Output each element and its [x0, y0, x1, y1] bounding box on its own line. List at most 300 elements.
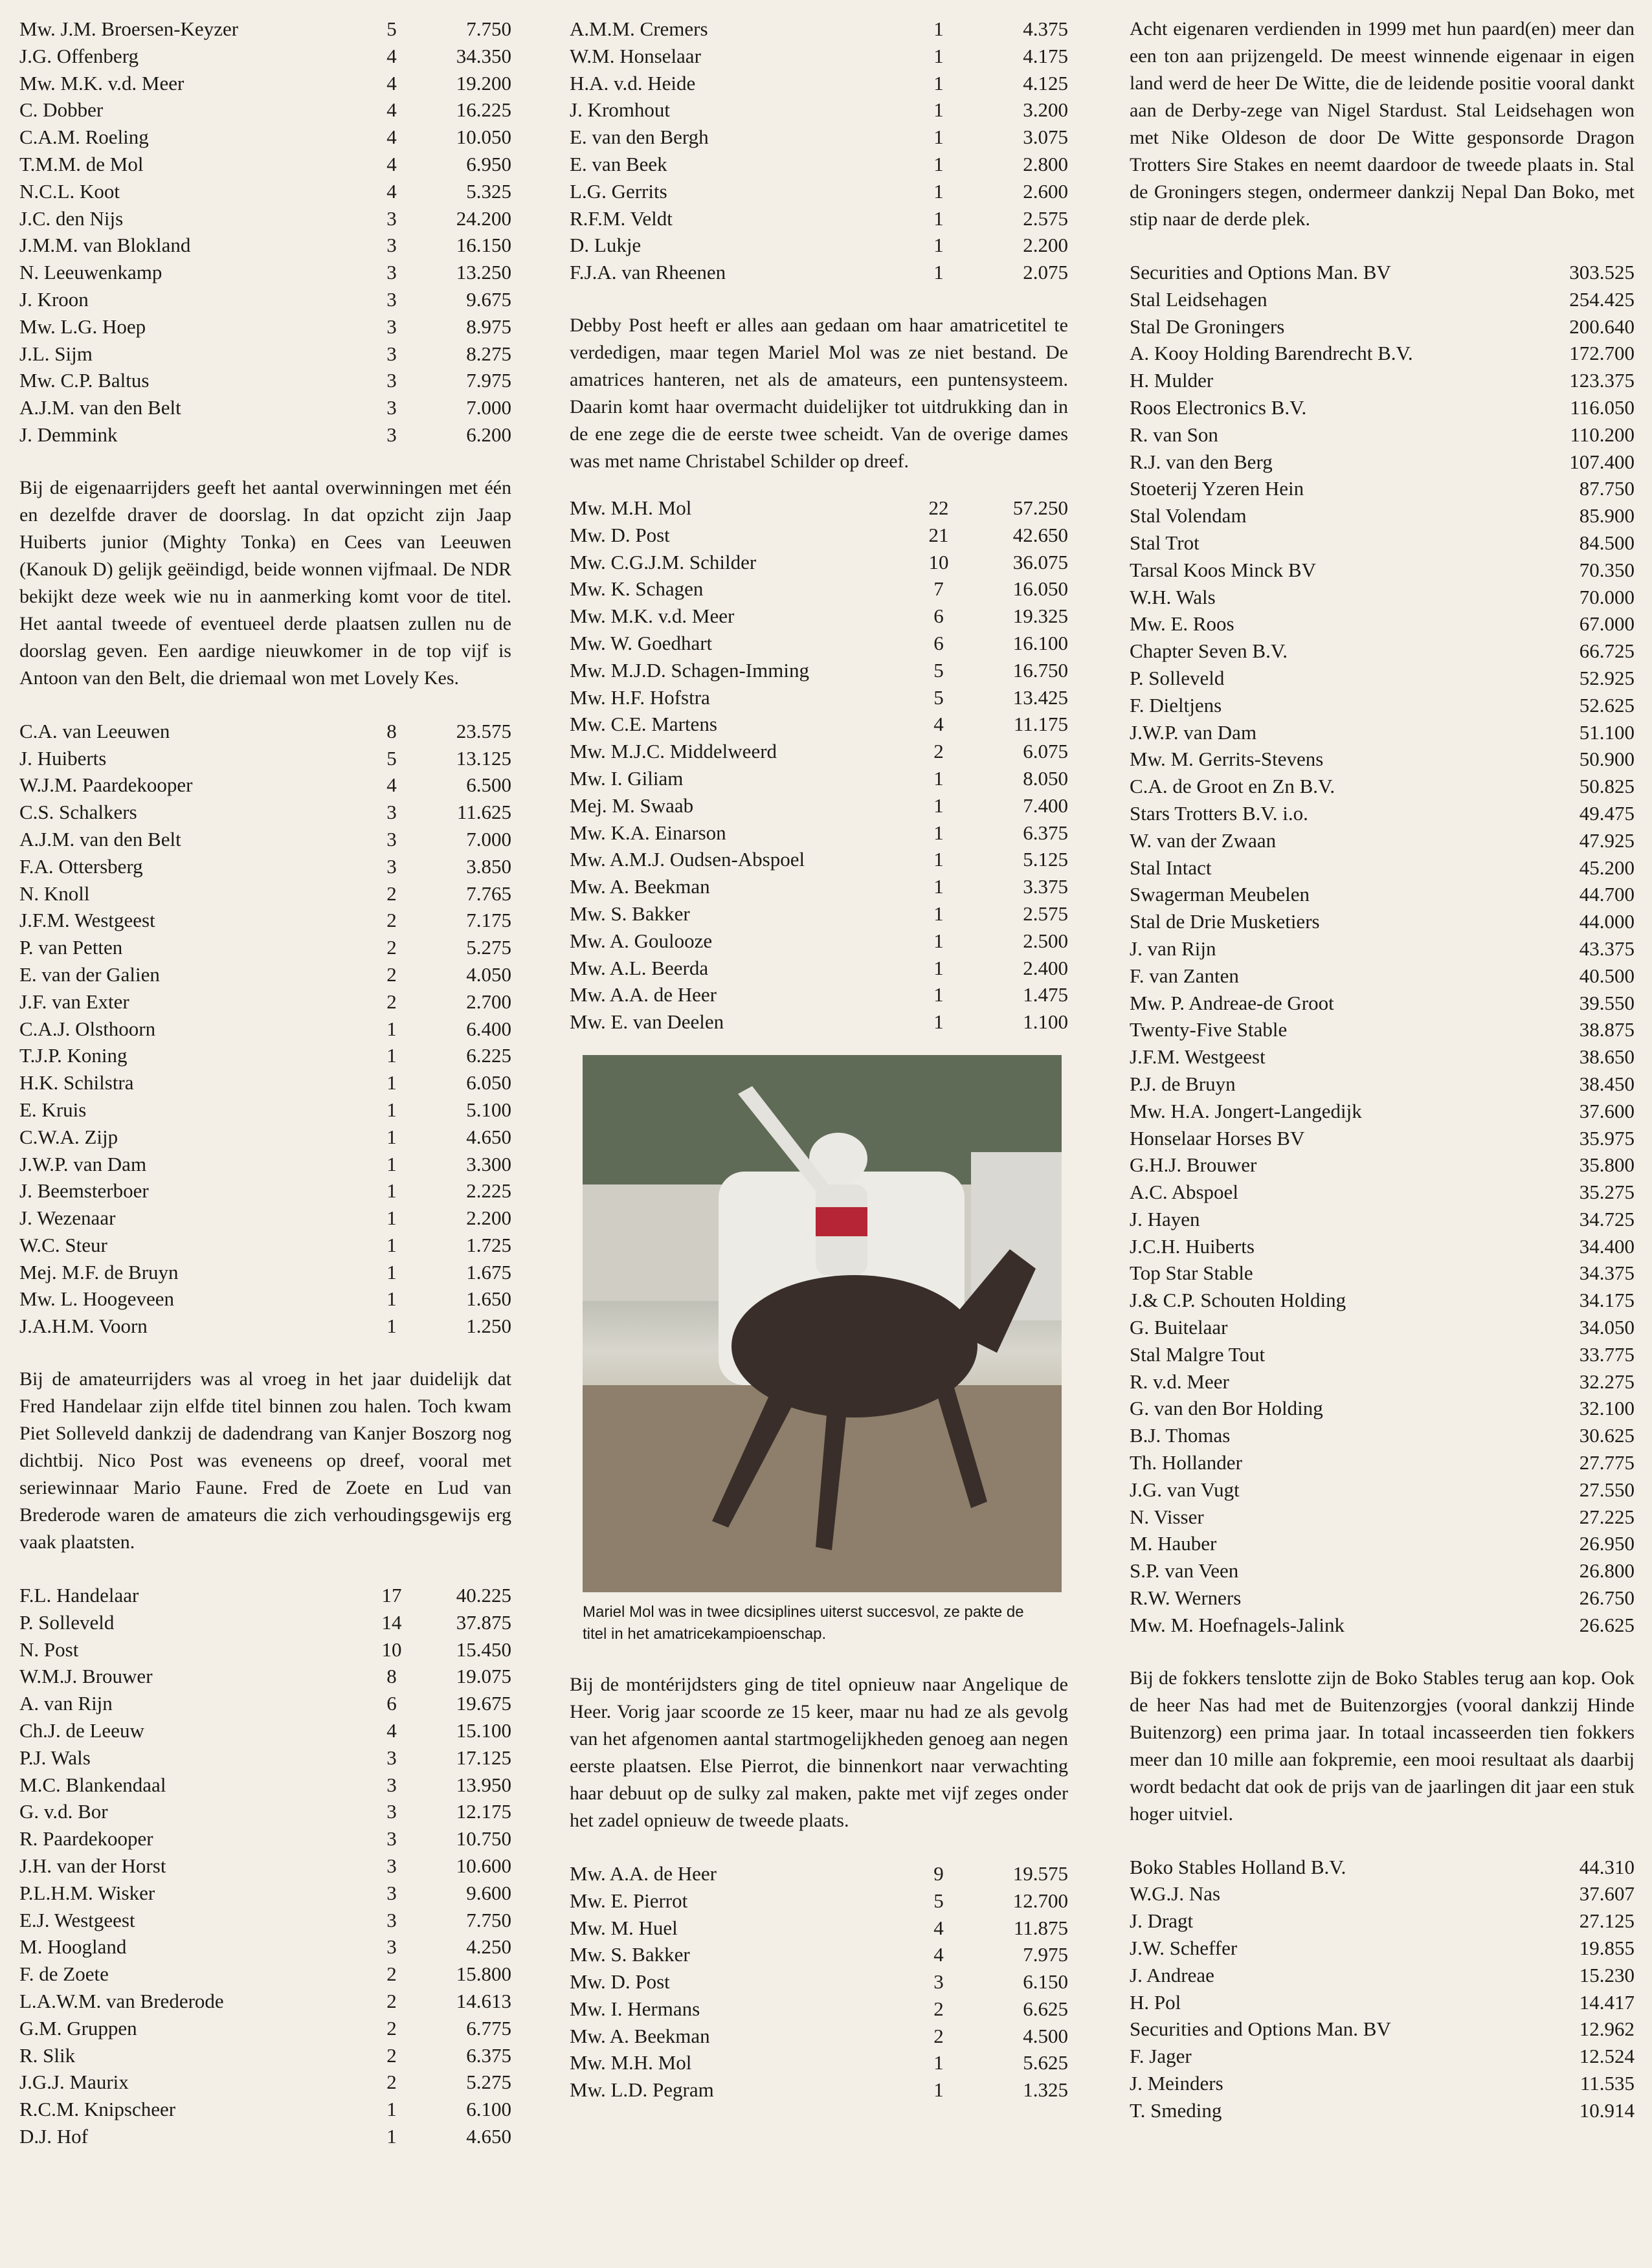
- earnings: 6.950: [466, 152, 511, 175]
- earnings: 26.950: [1579, 1532, 1635, 1555]
- entrant-name: Stal Malgre Tout: [1130, 1342, 1266, 1366]
- ranking-table-amateur-riders: [19, 1582, 511, 2150]
- ranking-table-owner-riders: [19, 718, 511, 1340]
- table-row: [19, 1016, 511, 1043]
- entrant-name: Mw. A. Beekman: [570, 875, 710, 898]
- wins: 1: [933, 17, 944, 40]
- entrant-name: H.A. v.d. Heide: [570, 71, 696, 94]
- entrant-name: Mw. M. Huel: [570, 1916, 678, 1939]
- earnings: 6.625: [1023, 1997, 1068, 2020]
- entrant-name: F. de Zoete: [19, 1962, 109, 1986]
- column-right: [1130, 16, 1635, 2124]
- earnings: 15.800: [456, 1962, 511, 1986]
- table-row: [1130, 1854, 1635, 1881]
- wins: 1: [933, 44, 944, 67]
- earnings: 9.675: [466, 287, 511, 311]
- wins: 6: [386, 1692, 397, 1715]
- entrant-name: Top Star Stable: [1130, 1262, 1253, 1285]
- earnings: 33.775: [1579, 1342, 1635, 1366]
- earnings: 15.450: [456, 1638, 511, 1661]
- wins: 1: [933, 766, 944, 790]
- wins: 3: [386, 1908, 397, 1931]
- table-row: [1130, 475, 1635, 502]
- earnings: 32.275: [1579, 1370, 1635, 1393]
- wins: 6: [933, 631, 944, 654]
- wins: 1: [386, 1206, 397, 1230]
- wins: 1: [933, 234, 944, 257]
- entrant-name: Th. Hollander: [1130, 1451, 1242, 1474]
- entrant-name: Mw. K. Schagen: [570, 577, 704, 601]
- entrant-name: J. Demmink: [19, 423, 118, 446]
- earnings: 49.475: [1579, 801, 1635, 825]
- earnings: 66.725: [1579, 639, 1635, 663]
- wins: 2: [386, 936, 397, 959]
- table-row: [19, 1124, 511, 1151]
- table-row: [570, 495, 1068, 522]
- table-row: [1130, 1206, 1635, 1233]
- paragraph-owners: Acht eigenaren verdienden in 1999 met hun paard(en) meer dan een ton aan prijzengeld. De meest winnende eigenaar in eigen land werd de heer De Witte, die de leidende positie vooral dankt aan de Derby-zege van Nigel Stardust. Stal Leidsehagen won met Nike Oldeson de door De Witte gesponsorde Dragon Trotters Sire Stakes en neemt daardoor de tweede plaats in. Stal de Groningers stegen, ondermeer dankzij Nepal Dan Boko, met stip naar de derde plek.: [1130, 18, 1635, 230]
- earnings: 5.125: [1023, 848, 1068, 871]
- table-row: [19, 96, 511, 124]
- entrant-name: H. Mulder: [1130, 369, 1214, 392]
- earnings: 38.650: [1579, 1045, 1635, 1069]
- earnings: 44.310: [1579, 1855, 1635, 1878]
- entrant-name: W.C. Steur: [19, 1233, 107, 1256]
- entrant-name: H. Pol: [1130, 1990, 1181, 2014]
- earnings: 2.400: [1023, 956, 1068, 979]
- earnings: 3.300: [466, 1152, 511, 1175]
- table-row: [19, 1232, 511, 1259]
- wins: 2: [386, 2071, 397, 2094]
- earnings: 1.675: [466, 1260, 511, 1284]
- wins: 1: [386, 1315, 397, 1338]
- wins: 3: [386, 1800, 397, 1823]
- table-row: [570, 846, 1068, 873]
- table-row: [570, 96, 1068, 124]
- wins: 3: [386, 854, 397, 878]
- entrant-name: C. Dobber: [19, 98, 104, 122]
- entrant-name: Stal Intact: [1130, 856, 1212, 879]
- paragraph-breeders: Bij de fokkers tenslotte zijn de Boko Stables terug aan kop. Ook de heer Nas had met de Buitenzorgjes (vooral dankzij Hinde Buitenzorg) een prima jaar. In totaal incasseerden tien fokkers meer dan 10 mille aan fokpremie, een mooi resultaat als daarbij wordt bedacht dat ook de prijs van de jaarlingen dit jaar een stuk hoger uitviel.: [1130, 1667, 1635, 1825]
- entrant-name: Mw. A.A. de Heer: [570, 1862, 717, 1885]
- earnings: 6.100: [466, 2098, 511, 2121]
- earnings: 19.575: [1012, 1862, 1068, 1885]
- wins: 2: [386, 2043, 397, 2067]
- table-row: [19, 232, 511, 259]
- table-row: [1130, 1314, 1635, 1341]
- earnings: 8.275: [466, 342, 511, 365]
- table-row: [1130, 935, 1635, 962]
- entrant-name: Mw. D. Post: [570, 523, 670, 546]
- earnings: 3.850: [466, 854, 511, 878]
- wins: 5: [386, 746, 397, 770]
- earnings: 2.575: [1023, 902, 1068, 925]
- wins: 2: [386, 1990, 397, 2013]
- race-photo: [583, 1055, 1062, 1592]
- wins: 10: [928, 550, 949, 573]
- table-row: [1130, 1368, 1635, 1395]
- table-row: [19, 853, 511, 880]
- table-row: [1130, 313, 1635, 340]
- entrant-name: T.M.M. de Mol: [19, 152, 144, 175]
- table-row: [570, 711, 1068, 738]
- earnings: 17.125: [456, 1746, 511, 1769]
- earnings: 254.425: [1569, 287, 1635, 311]
- earnings: 26.625: [1579, 1613, 1635, 1636]
- earnings: 16.100: [1012, 631, 1068, 654]
- entrant-name: E. Kruis: [19, 1098, 87, 1121]
- table-row: [1130, 854, 1635, 882]
- earnings: 6.225: [466, 1044, 511, 1067]
- table-row: [1130, 1449, 1635, 1476]
- earnings: 14.613: [456, 1990, 511, 2013]
- entrant-name: J.A.H.M. Voorn: [19, 1315, 148, 1338]
- wins: 3: [386, 206, 397, 230]
- earnings: 2.075: [1023, 261, 1068, 284]
- entrant-name: Mw. E. Roos: [1130, 612, 1234, 636]
- earnings: 4.050: [466, 962, 511, 986]
- table-row: [1130, 1125, 1635, 1152]
- earnings: 40.500: [1579, 964, 1635, 987]
- table-row: [1130, 746, 1635, 773]
- wins: 3: [386, 1935, 397, 1959]
- entrant-name: W.H. Wals: [1130, 585, 1216, 608]
- table-row: [19, 1582, 511, 1609]
- entrant-name: Mw. P. Andreae-de Groot: [1130, 991, 1334, 1014]
- table-row: [1130, 1612, 1635, 1639]
- entrant-name: Twenty-Five Stable: [1130, 1018, 1288, 1041]
- earnings: 2.800: [1023, 152, 1068, 175]
- entrant-name: Securities and Options Man. BV: [1130, 2018, 1391, 2041]
- entrant-name: J.C.H. Huiberts: [1130, 1234, 1255, 1258]
- table-row: [1130, 719, 1635, 746]
- photo-caption: Mariel Mol was in twee dicsiplines uiterst succesvol, ze pakte de titel in het amatricekampioenschap.: [583, 1603, 1024, 1643]
- entrant-name: A.J.M. van den Belt: [19, 396, 181, 419]
- entrant-name: J. van Rijn: [1130, 937, 1216, 960]
- entrant-name: C.A.M. Roeling: [19, 126, 149, 149]
- wins: 4: [386, 773, 397, 797]
- table-row: [1130, 1260, 1635, 1287]
- table-row: [570, 955, 1068, 982]
- wins: 3: [933, 1970, 944, 1994]
- earnings: 34.375: [1579, 1262, 1635, 1285]
- entrant-name: J. Kromhout: [570, 98, 670, 122]
- entrant-name: E.J. Westgeest: [19, 1908, 135, 1931]
- wins: 1: [386, 1044, 397, 1067]
- entrant-name: C.S. Schalkers: [19, 801, 137, 824]
- paragraph-monte-riders: Bij de montérijdsters ging de titel opnieuw naar Angelique de Heer. Vorig jaar scoorde ze 15 keer, maar nu had ze als gevolg van het afgenomen aantal startmogelijkheden genoeg aan negen eerste plaatsen. Else Pierrot, die binnenkort naar verwachting haar debuut op de sulky zal maken, pakte met vijf zeges onder het zadel opnieuw de tweede plaats.: [570, 1673, 1068, 1831]
- table-row: [19, 1690, 511, 1717]
- entrant-name: Mw. A.A. de Heer: [570, 983, 717, 1006]
- table-row: [1130, 990, 1635, 1017]
- entrant-name: J.W.P. van Dam: [1130, 720, 1257, 744]
- earnings: 57.250: [1012, 496, 1068, 519]
- entrant-name: Stal Volendam: [1130, 504, 1247, 528]
- earnings: 87.750: [1579, 477, 1635, 500]
- entrant-name: Swagerman Meubelen: [1130, 883, 1310, 906]
- earnings: 51.100: [1579, 720, 1635, 744]
- earnings: 3.200: [1023, 98, 1068, 122]
- table-row: [19, 1177, 511, 1205]
- earnings: 2.225: [466, 1179, 511, 1203]
- entrant-name: N. Leeuwenkamp: [19, 261, 162, 284]
- wins: 22: [928, 496, 949, 519]
- wins: 1: [386, 1152, 397, 1175]
- wins: 2: [386, 1962, 397, 1986]
- table-row: [570, 178, 1068, 205]
- earnings: 16.225: [456, 98, 511, 122]
- horse-and-rider-illustration: [583, 1055, 1062, 1592]
- table-row: [1130, 584, 1635, 611]
- entrant-name: J.M.M. van Blokland: [19, 234, 191, 257]
- entrant-name: Mw. M.H. Mol: [570, 496, 692, 519]
- earnings: 45.200: [1579, 856, 1635, 879]
- table-row: [19, 1961, 511, 1988]
- entrant-name: J.C. den Nijs: [19, 206, 124, 230]
- wins: 1: [933, 98, 944, 122]
- earnings: 8.050: [1023, 766, 1068, 790]
- wins: 3: [386, 287, 397, 311]
- earnings: 38.450: [1579, 1072, 1635, 1095]
- wins: 17: [381, 1584, 402, 1607]
- earnings: 6.500: [466, 773, 511, 797]
- wins: 3: [386, 423, 397, 446]
- entrant-name: G. Buitelaar: [1130, 1316, 1228, 1339]
- table-row: [19, 1933, 511, 1961]
- wins: 3: [386, 1881, 397, 1904]
- entrant-name: C.A. de Groot en Zn B.V.: [1130, 775, 1335, 798]
- entrant-name: Honselaar Horses BV: [1130, 1126, 1305, 1150]
- table-row: [1130, 394, 1635, 421]
- wins: 2: [386, 882, 397, 905]
- earnings: 42.650: [1012, 523, 1068, 546]
- table-row: [19, 988, 511, 1016]
- earnings: 37.600: [1579, 1099, 1635, 1122]
- entrant-name: A.J.M. van den Belt: [19, 827, 181, 850]
- earnings: 2.700: [466, 990, 511, 1013]
- table-row: [570, 1968, 1068, 1996]
- wins: 5: [386, 17, 397, 40]
- earnings: 16.750: [1012, 658, 1068, 682]
- entrant-name: G. van den Bor Holding: [1130, 1397, 1323, 1420]
- earnings: 5.275: [466, 936, 511, 959]
- entrant-name: Mw. A. Beekman: [570, 2024, 710, 2047]
- earnings: 10.050: [456, 126, 511, 149]
- earnings: 6.150: [1023, 1970, 1068, 1994]
- wins: 1: [933, 794, 944, 817]
- wins: 3: [386, 1773, 397, 1796]
- earnings: 16.150: [456, 234, 511, 257]
- entrant-name: Stal de Drie Musketiers: [1130, 910, 1320, 933]
- entrant-name: A.C. Abspoel: [1130, 1181, 1238, 1204]
- wins: 4: [386, 126, 397, 149]
- wins: 4: [933, 1943, 944, 1966]
- table-row: [1130, 773, 1635, 800]
- earnings: 43.375: [1579, 937, 1635, 960]
- entrant-name: R. Paardekooper: [19, 1827, 153, 1851]
- earnings: 27.775: [1579, 1451, 1635, 1474]
- entrant-name: S.P. van Veen: [1130, 1559, 1239, 1583]
- entrant-name: J.W.P. van Dam: [19, 1152, 147, 1175]
- wins: 4: [933, 713, 944, 736]
- table-row: [570, 2076, 1068, 2104]
- entrant-name: Mw. M.J.C. Middelweerd: [570, 740, 777, 763]
- entrant-name: Mw. C.E. Martens: [570, 713, 717, 736]
- earnings: 19.325: [1012, 605, 1068, 628]
- table-row: [19, 1663, 511, 1690]
- entrant-name: R.F.M. Veldt: [570, 206, 673, 230]
- earnings: 4.175: [1023, 44, 1068, 67]
- paragraph-owner-riders: Bij de eigenaarrijders geeft het aantal overwinningen met één en dezelfde draver de doorslag. In dat opzicht zijn Jaap Huiberts junior (Mighty Tonka) en Cees van Leeuwen (Kanouk D) gelijk geëindigd, beide wonnen vijfmaal. De NDR bekijkt deze week wie nu in aanmerking komt voor de titel. Het aantal tweede of eventueel derde plaatsen zullen nu de doorslag geven. Een aardige nieuwkomer in de top vijf is Antoon van den Belt, die driemaal won met Lovely Kes.: [19, 476, 511, 689]
- earnings: 44.700: [1579, 883, 1635, 906]
- wins: 1: [386, 1179, 397, 1203]
- wins: 1: [933, 126, 944, 149]
- earnings: 15.230: [1579, 1963, 1635, 1986]
- earnings: 2.600: [1023, 179, 1068, 203]
- table-row: [19, 1205, 511, 1232]
- entrant-name: Mw. H.A. Jongert-Langedijk: [1130, 1099, 1362, 1122]
- earnings: 7.750: [466, 17, 511, 40]
- earnings: 10.914: [1579, 2098, 1635, 2122]
- entrant-name: G.H.J. Brouwer: [1130, 1153, 1257, 1177]
- entrant-name: C.A. van Leeuwen: [19, 719, 170, 742]
- table-row: [1130, 1151, 1635, 1179]
- wins: 3: [386, 1854, 397, 1878]
- wins: 5: [933, 685, 944, 709]
- table-row: [19, 1259, 511, 1286]
- earnings: 11.875: [1013, 1916, 1068, 1939]
- earnings: 8.975: [466, 315, 511, 338]
- ranking-table-monte-riders: [570, 1860, 1068, 2104]
- earnings: 7.175: [466, 909, 511, 932]
- wins: 4: [386, 152, 397, 175]
- wins: 2: [933, 1997, 944, 2020]
- earnings: 47.925: [1579, 828, 1635, 852]
- table-row: [19, 1852, 511, 1880]
- earnings: 11.175: [1013, 713, 1068, 736]
- entrant-name: J.F.M. Westgeest: [1130, 1045, 1266, 1069]
- earnings: 11.535: [1579, 2072, 1635, 2095]
- entrant-name: Mw. M.H. Mol: [570, 2051, 692, 2074]
- entrant-name: R. van Son: [1130, 423, 1218, 446]
- wins: 1: [933, 821, 944, 844]
- table-row: [1130, 1557, 1635, 1584]
- entrant-name: J.F.M. Westgeest: [19, 909, 155, 932]
- ranking-table-owner-riders-continued: [19, 16, 511, 449]
- earnings: 30.625: [1579, 1424, 1635, 1447]
- earnings: 50.825: [1579, 775, 1635, 798]
- entrant-name: T. Smeding: [1130, 2098, 1222, 2122]
- table-row: [1130, 1907, 1635, 1935]
- table-row: [1130, 1584, 1635, 1612]
- entrant-name: Mw. M.K. v.d. Meer: [570, 605, 735, 628]
- earnings: 7.750: [466, 1908, 511, 1931]
- table-row: [19, 1609, 511, 1636]
- earnings: 5.275: [466, 2071, 511, 2094]
- table-row: [570, 43, 1068, 70]
- paragraph-amateur-riders: Bij de amateurrijders was al vroeg in het jaar duidelijk dat Fred Handelaar zijn elfde titel binnen zou halen. Toch kwam Piet Solleveld dankzij de dadendrang van Kanjer Boszorg nog dichtbij. Nico Post was eveneens op dreef, vooral met seriewinnaar Mario Faune. Fred de Zoete en Lud van Brederode waren de amateurs die zich verhoudingsgewijs erg vaak plaatsten.: [19, 1368, 511, 1553]
- table-row: [570, 900, 1068, 928]
- wins: 6: [933, 605, 944, 628]
- entrant-name: E. van den Bergh: [570, 126, 709, 149]
- table-row: [1130, 1880, 1635, 1907]
- entrant-name: J. Meinders: [1130, 2072, 1223, 2095]
- entrant-name: J.F. van Exter: [19, 990, 129, 1013]
- table-row: [19, 1798, 511, 1825]
- earnings: 23.575: [456, 719, 511, 742]
- wins: 1: [933, 261, 944, 284]
- entrant-name: E. van der Galien: [19, 962, 160, 986]
- table-row: [19, 43, 511, 70]
- entrant-name: Ch.J. de Leeuw: [19, 1719, 144, 1742]
- wins: 7: [933, 577, 944, 601]
- table-row: [570, 205, 1068, 232]
- earnings: 70.000: [1579, 585, 1635, 608]
- earnings: 35.275: [1579, 1181, 1635, 1204]
- table-row: [570, 1915, 1068, 1942]
- wins: 4: [386, 1719, 397, 1742]
- entrant-name: W.J.M. Paardekooper: [19, 773, 193, 797]
- wins: 1: [386, 1125, 397, 1148]
- wins: 9: [933, 1862, 944, 1885]
- earnings: 4.500: [1023, 2024, 1068, 2047]
- wins: 21: [928, 523, 949, 546]
- entrant-name: P. Solleveld: [19, 1610, 115, 1634]
- entrant-name: P. van Petten: [19, 936, 123, 959]
- entrant-name: Chapter Seven B.V.: [1130, 639, 1288, 663]
- table-row: [19, 1907, 511, 1934]
- earnings: 12.700: [1012, 1889, 1068, 1912]
- entrant-name: Mw. J.M. Broersen-Keyzer: [19, 17, 239, 40]
- entrant-name: P.J. Wals: [19, 1746, 91, 1769]
- wins: 4: [933, 1916, 944, 1939]
- entrant-name: T.J.P. Koning: [19, 1044, 128, 1067]
- entrant-name: Securities and Options Man. BV: [1130, 261, 1391, 284]
- earnings: 27.550: [1579, 1478, 1635, 1501]
- entrant-name: Stars Trotters B.V. i.o.: [1130, 801, 1308, 825]
- wins: 8: [386, 719, 397, 742]
- earnings: 44.000: [1579, 910, 1635, 933]
- table-row: [19, 961, 511, 988]
- earnings: 4.650: [466, 2125, 511, 2148]
- entrant-name: W. van der Zwaan: [1130, 828, 1277, 852]
- table-row: [570, 151, 1068, 178]
- earnings: 37.875: [456, 1610, 511, 1634]
- earnings: 34.350: [456, 44, 511, 67]
- table-row: [1130, 2043, 1635, 2070]
- earnings: 26.800: [1579, 1559, 1635, 1583]
- earnings: 5.625: [1023, 2051, 1068, 2074]
- earnings: 4.125: [1023, 71, 1068, 94]
- wins: 1: [933, 206, 944, 230]
- table-row: [1130, 962, 1635, 990]
- entrant-name: W.M. Honselaar: [570, 44, 701, 67]
- table-row: [19, 907, 511, 934]
- entrant-name: H.K. Schilstra: [19, 1071, 134, 1095]
- entrant-name: C.A.J. Olsthoorn: [19, 1017, 156, 1040]
- earnings: 12.962: [1579, 2018, 1635, 2041]
- table-row: [1130, 2097, 1635, 2124]
- table-row: [570, 630, 1068, 657]
- wins: 10: [381, 1638, 402, 1661]
- table-row: [19, 1880, 511, 1907]
- earnings: 2.200: [1023, 234, 1068, 257]
- wins: 1: [933, 848, 944, 871]
- entrant-name: C.W.A. Zijp: [19, 1125, 118, 1148]
- table-row: [1130, 1098, 1635, 1125]
- earnings: 19.075: [456, 1665, 511, 1688]
- table-row: [570, 1996, 1068, 2023]
